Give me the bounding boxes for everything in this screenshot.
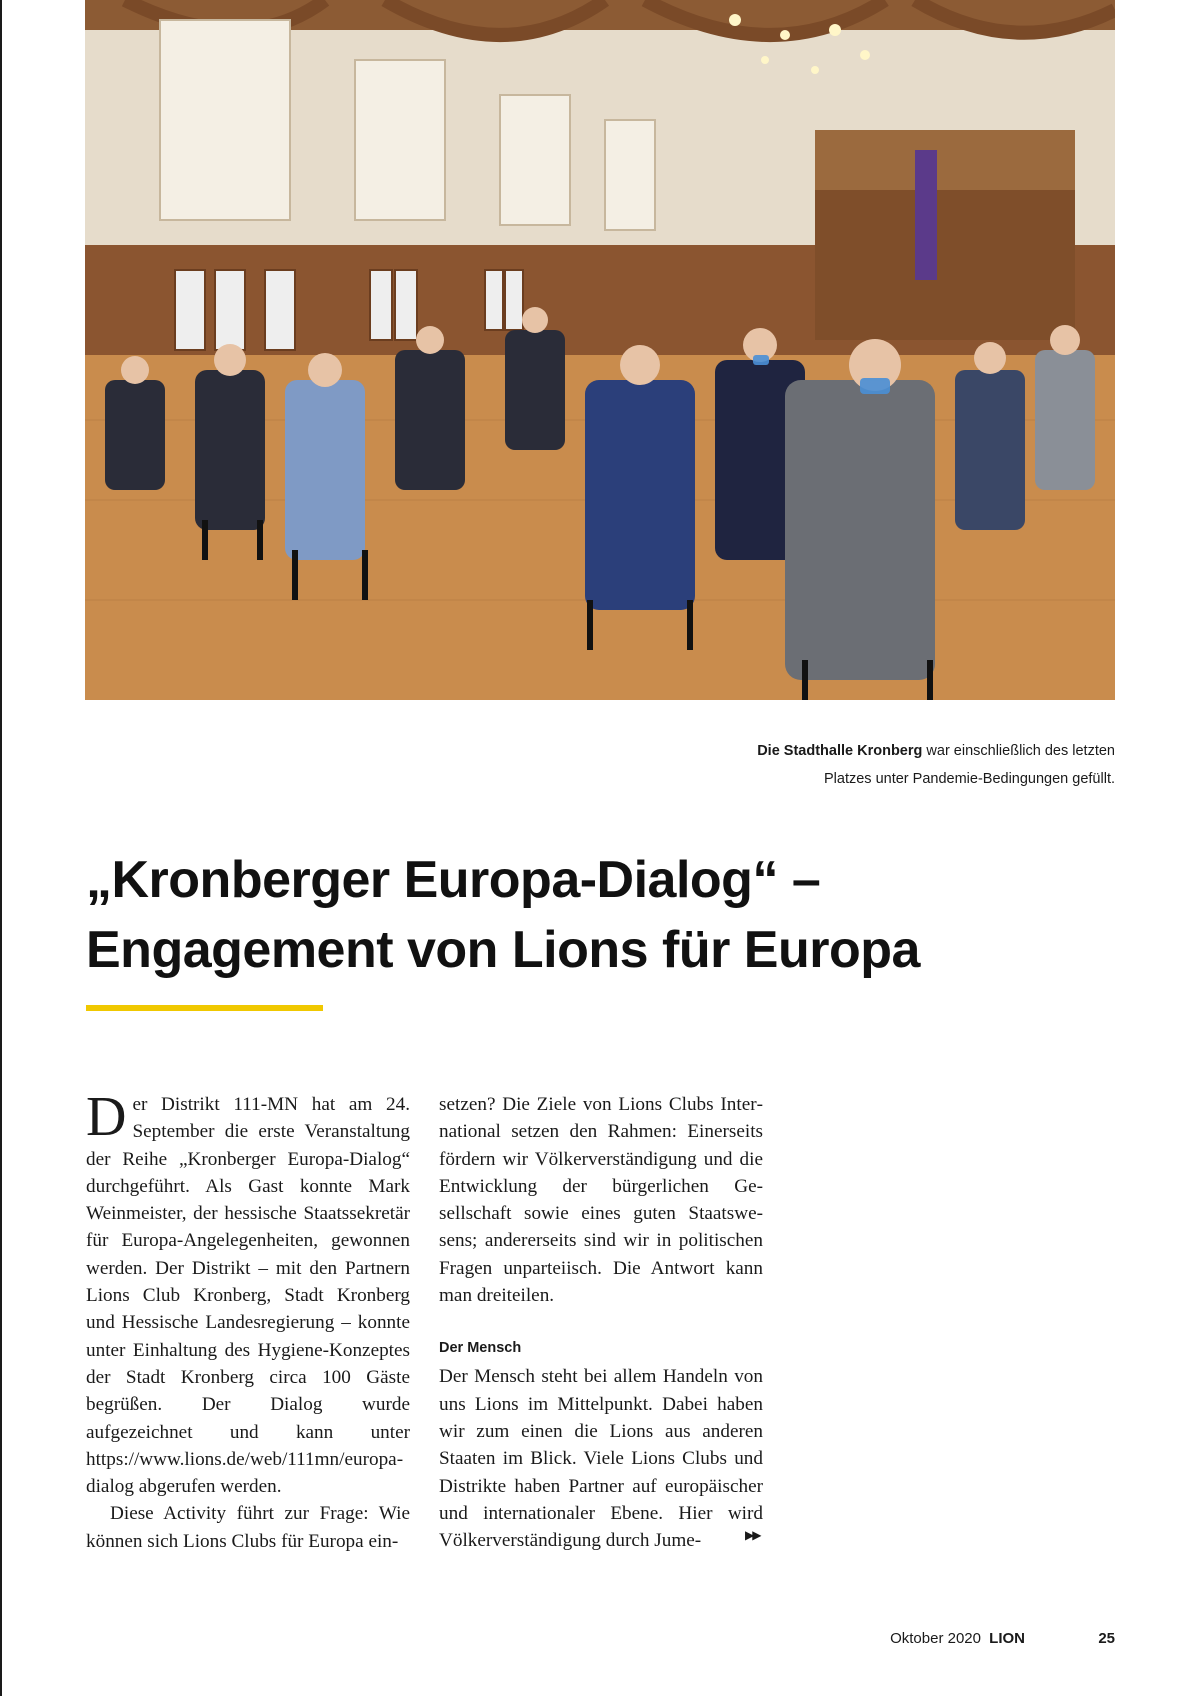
page-footer <box>0 1630 1115 1652</box>
article-headline <box>86 845 1086 985</box>
paragraph <box>86 1086 410 1500</box>
paragraph-text: er Distrikt 111-MN hat am 24. September die erste Veranstaltung der Reihe „Kronberger Europa-Dialog“ durchgeführt. Als Gast konnte Mark Weinmeister, der hessische Staatssekretär für Europa-Angelegenheiten, gewonnen werden. Der Distrikt – mit den Partnern Lions Club Kronberg, Stadt Kronberg und Hessische Landesregierung – konnte unter Einhaltung des Hygiene-Konzeptes der Stadt Kronberg circa 100 Gäste begrüßen. Der Dialog wurde aufgezeichnet und kann unter https://www.lions.de/web/111mn/europadialog abgerufen werden. <box>86 1094 410 1498</box>
headline-line2: Engagement von Lions für Europa <box>86 921 920 979</box>
magazine-name: LION <box>989 1630 1025 1647</box>
body-column-2 <box>439 1091 763 1554</box>
paragraph: setzen? Die Ziele von Lions Clubs International setzen den Rahmen: Einerseits fördern wir Völkerverständigung und die Entwicklung der bürgerlichen Gesellschaft sowie eines guten Staatswesens; andererseits sind wir in politischen Fragen unparteiisch. Die Antwort kann man dreiteilen. <box>439 1094 763 1307</box>
accent-rule <box>86 1005 323 1011</box>
section-subhead: Der Mensch <box>439 1340 522 1357</box>
headline-line1: „Kronberger Europa-Dialog“ – <box>86 851 821 909</box>
caption-line2: Platzes unter Pandemie-Bedingungen gefüllt. <box>824 771 1115 787</box>
paragraph: Diese Activity führt zur Frage: Wie können sich Lions Clubs für Europa ein- <box>86 1503 410 1552</box>
article-photo <box>85 0 1115 700</box>
photo-caption <box>595 737 1115 793</box>
body-column-1 <box>86 1086 410 1555</box>
double-arrow-right-icon: ▶▶ <box>745 1528 760 1542</box>
paragraph: Der Mensch steht bei allem Handeln von uns Lions im Mittelpunkt. Dabei haben wir zum einen die Lions aus anderen Staaten im Blick. Viele Lions Clubs und Distrikte haben Partner auf europäischer und internationaler Ebene. Hier wird Völkerverständigung durch Jume- <box>439 1366 763 1552</box>
page-number: 25 <box>1098 1630 1115 1647</box>
issue-date: Oktober 2020 <box>890 1630 981 1647</box>
drop-cap: D <box>86 1086 127 1148</box>
caption-line1: war einschließlich des letzten <box>922 743 1115 759</box>
caption-bold: Die Stadthalle Kronberg <box>757 743 923 759</box>
page-edge-rule <box>0 0 2 1696</box>
issue-info <box>890 1630 1025 1647</box>
